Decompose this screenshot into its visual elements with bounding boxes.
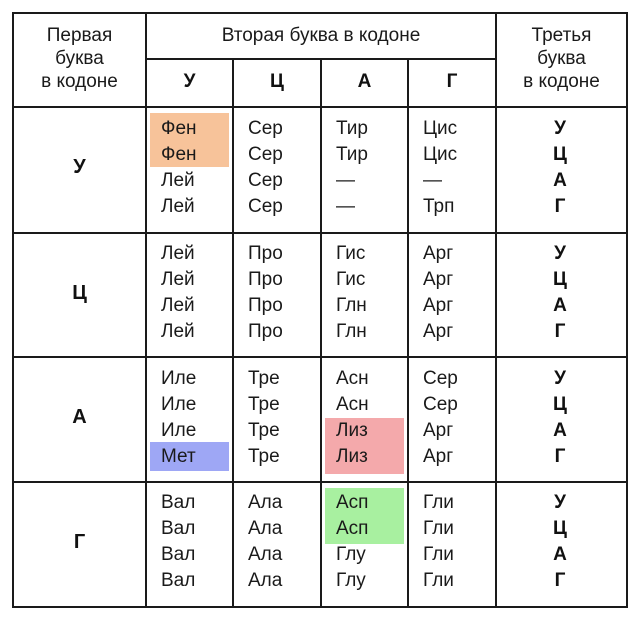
table-border-left <box>12 12 14 608</box>
third-letter-header-line: Третья <box>531 25 592 46</box>
amino-acid: Лиз <box>336 446 368 467</box>
third-letter: Ц <box>553 518 567 539</box>
third-letter: А <box>553 295 567 316</box>
amino-acid: Гис <box>336 269 366 290</box>
amino-acid: Ала <box>248 544 283 565</box>
first-letter-header-line: в кодоне <box>41 71 118 92</box>
amino-acid: Вал <box>161 570 196 591</box>
amino-acid: — <box>423 170 442 191</box>
amino-acid: Арг <box>423 446 454 467</box>
amino-acid: Гис <box>336 243 366 264</box>
first-letter-header <box>14 24 145 93</box>
second-letter-c: Ц <box>270 71 284 92</box>
amino-acid: Ала <box>248 492 283 513</box>
third-letter-header-line: буква <box>537 48 586 69</box>
amino-acid: Трп <box>423 196 455 217</box>
third-letter: У <box>554 492 566 513</box>
amino-acid: Арг <box>423 420 454 441</box>
amino-acid: Арг <box>423 295 454 316</box>
amino-acid: Тир <box>336 144 368 165</box>
third-letter: Г <box>554 570 566 591</box>
third-letter: А <box>553 170 567 191</box>
third-letter-header-line: в кодоне <box>523 71 600 92</box>
amino-acid: Лей <box>161 196 195 217</box>
amino-acid: Тре <box>248 446 280 467</box>
third-letter: Ц <box>553 269 567 290</box>
amino-acid: Асн <box>336 394 369 415</box>
col-divider-third <box>495 12 497 608</box>
amino-acid: Ала <box>248 518 283 539</box>
amino-acid: Гли <box>423 518 454 539</box>
amino-acid: Про <box>248 295 283 316</box>
amino-acid: Арг <box>423 243 454 264</box>
amino-acid: Сер <box>248 118 283 139</box>
amino-acid: Ала <box>248 570 283 591</box>
amino-acid: Арг <box>423 321 454 342</box>
third-letter: А <box>553 420 567 441</box>
amino-acid: Глу <box>336 544 366 565</box>
third-letter-header <box>497 24 626 93</box>
table-border-right <box>626 12 628 608</box>
amino-acid: Тре <box>248 394 280 415</box>
second-letter-u: У <box>183 71 196 92</box>
amino-acid: Сер <box>423 368 458 389</box>
amino-acid: Арг <box>423 269 454 290</box>
amino-acid: Про <box>248 243 283 264</box>
amino-acid: Цис <box>423 144 458 165</box>
amino-acid: Гли <box>423 544 454 565</box>
amino-acid: Иле <box>161 368 197 389</box>
amino-acid: Гли <box>423 570 454 591</box>
amino-acid: — <box>336 196 355 217</box>
amino-acid: Лей <box>161 243 195 264</box>
amino-acid: Вал <box>161 492 196 513</box>
second-letter-g: Г <box>446 71 458 92</box>
amino-acid: Асп <box>336 518 369 539</box>
amino-acid: Глн <box>336 321 367 342</box>
amino-acid: Лей <box>161 295 195 316</box>
second-letter-header: Вторая буква в кодоне <box>221 25 421 46</box>
amino-acid: Иле <box>161 420 197 441</box>
amino-acid: Фен <box>161 144 197 165</box>
amino-acid: Асп <box>336 492 369 513</box>
third-letter: А <box>553 544 567 565</box>
amino-acid: Вал <box>161 518 196 539</box>
first-letter-u: У <box>73 156 86 178</box>
amino-acid: Глу <box>336 570 366 591</box>
col-divider-first <box>145 12 147 608</box>
col-divider-a <box>407 58 409 608</box>
amino-acid: Тре <box>248 368 280 389</box>
col-divider-u <box>232 58 234 608</box>
first-letter-header-line: буква <box>55 48 104 69</box>
first-letter-c: Ц <box>72 282 87 304</box>
third-letter: Ц <box>553 394 567 415</box>
amino-acid: Лей <box>161 269 195 290</box>
third-letter: У <box>554 368 566 389</box>
amino-acid: Цис <box>423 118 458 139</box>
third-letter: Г <box>554 446 566 467</box>
amino-acid: Гли <box>423 492 454 513</box>
amino-acid: Иле <box>161 394 197 415</box>
third-letter: У <box>554 243 566 264</box>
amino-acid: — <box>336 170 355 191</box>
third-letter: Ц <box>553 144 567 165</box>
amino-acid: Сер <box>248 144 283 165</box>
amino-acid: Глн <box>336 295 367 316</box>
amino-acid: Лей <box>161 321 195 342</box>
amino-acid: Фен <box>161 118 197 139</box>
first-letter-g: Г <box>73 531 86 553</box>
first-letter-a: А <box>72 406 87 428</box>
third-letter: У <box>554 118 566 139</box>
amino-acid: Лей <box>161 170 195 191</box>
third-letter: Г <box>554 196 566 217</box>
amino-acid: Про <box>248 321 283 342</box>
amino-acid: Сер <box>423 394 458 415</box>
col-divider-c <box>320 58 322 608</box>
amino-acid: Асн <box>336 368 369 389</box>
first-letter-header-line: Первая <box>46 25 113 46</box>
second-letter-a: А <box>357 71 372 92</box>
amino-acid: Сер <box>248 170 283 191</box>
amino-acid: Тир <box>336 118 368 139</box>
amino-acid: Мет <box>161 446 196 467</box>
amino-acid: Вал <box>161 544 196 565</box>
amino-acid: Тре <box>248 420 280 441</box>
third-letter: Г <box>554 321 566 342</box>
amino-acid: Сер <box>248 196 283 217</box>
table-border-top <box>12 12 628 14</box>
amino-acid: Лиз <box>336 420 368 441</box>
amino-acid: Про <box>248 269 283 290</box>
